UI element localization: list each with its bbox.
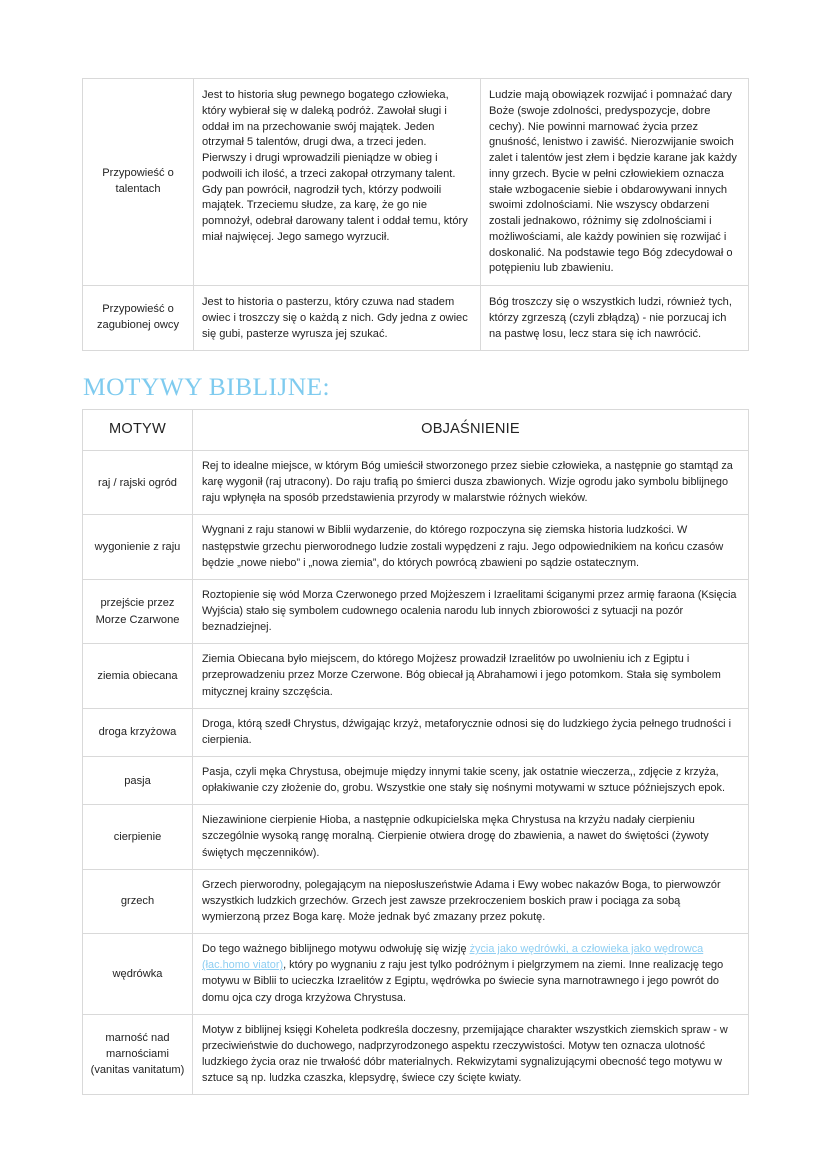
motif-explanation: Grzech pierworodny, polegającym na nieposłuszeństwie Adama i Ewy wobec nakazów Boga, to pierwowzór wszystkich ludzkich grzechów. Grzech jest zawsze przekroczeniem boskich praw i pociąga za sobą wymierzoną przez Boga karę. Może jednak być zmazany przez pokutę.	[193, 869, 749, 933]
motifs-table	[82, 409, 749, 1095]
table-row	[83, 869, 749, 933]
motif-name: marność nad marnościami (vanitas vanitatum)	[83, 1014, 193, 1095]
motif-name: cierpienie	[83, 805, 193, 869]
motif-name: wędrówka	[83, 934, 193, 1015]
motif-explanation	[193, 934, 749, 1015]
motif-explanation: Ziemia Obiecana było miejscem, do którego Mojżesz prowadził Izraelitów po uwolnieniu ich z Egiptu i przeprowadzeniu przez Morze Czerwone. Bóg obiecał ją Abrahamowi i jego potomkom. Stała się symbolem mitycznej krainy szczęścia.	[193, 644, 749, 708]
table-row	[83, 579, 749, 643]
motif-explanation: Motyw z biblijnej księgi Koheleta podkreśla doczesny, przemijające charakter wszystkich ziemskich spraw - w przeciwieństwie do duchowego, nadprzyrodzonego aspektu rzeczywistości. Motyw ten oznacza ulotność ludzkiego życia oraz nie trwałość dóbr materialnych. Rekwizytami sygnalizującymi obecność tego motywu w sztuce są np. ludzka czaszka, klepsydrę, świece czy ścięte kwiaty.	[193, 1014, 749, 1095]
table-row	[83, 708, 749, 756]
table-row	[83, 286, 749, 351]
motif-name: grzech	[83, 869, 193, 933]
column-header-motif: MOTYW	[83, 410, 193, 451]
column-header-explanation: OBJAŚNIENIE	[193, 410, 749, 451]
parables-table	[82, 78, 749, 351]
motif-explanation: Pasja, czyli męka Chrystusa, obejmuje między innymi takie sceny, jak ostatnie wieczerza,, zdjęcie z krzyża, opłakiwanie czy złożenie do, grobu. Wszystkie one stały się nośnymi motywami w sztuce późniejszych epok.	[193, 756, 749, 804]
motif-explanation: Niezawinione cierpienie Hioba, a następnie odkupicielska męka Chrystusa na krzyżu nadały cierpieniu szczególnie wysoką rangę moralną. Cierpienie otwiera drogę do zbawienia, a nawet do świętości (żywoty świętych męczenników).	[193, 805, 749, 869]
explanation-text-after: , który po wygnaniu z raju jest tylko podróżnym i pielgrzymem na ziemi. Inne realizację tego motywu w Biblii to ucieczka Izraelitów z Egiptu, wędrówka po świecie syna marnotrawnego i jego powrót do domu ojca czy droga krzyżowa Chrystusa.	[202, 959, 724, 1004]
table-row	[83, 644, 749, 708]
table-row	[83, 515, 749, 579]
table-row	[83, 1014, 749, 1095]
motif-name: droga krzyżowa	[83, 708, 193, 756]
motif-name: pasja	[83, 756, 193, 804]
motif-explanation: Roztopienie się wód Morza Czerwonego przed Mojżeszem i Izraelitami ściganymi przez armię faraona (Księcia Wyjścia) stało się symbolem cudownego ocalenia narodu lub innych zbiorowości z sytuacji na pozór beznadziejnej.	[193, 579, 749, 643]
page-title: MOTYWY BIBLIJNE:	[83, 372, 330, 402]
table-row	[83, 79, 749, 286]
motif-name: ziemia obiecana	[83, 644, 193, 708]
table-row	[83, 934, 749, 1015]
parable-story: Jest to historia sług pewnego bogatego człowieka, który wybierał się w daleką podróż. Zawołał sługi i oddał im na przechowanie swój majątek. Jeden otrzymał 5 talentów, drugi dwa, a trzeci jeden. Pierwszy i drugi wprowadzili pieniądze w obieg i podwoili ich ilość, a trzeci zakopał otrzymany talent. Gdy pan powrócił, nagrodził tych, którzy podwoili majątek. Trzeciemu słudze, za karę, że go nie pomnożył, odebrał darowany talent i oddał temu, który miał najwięcej. Jego samego wyrzucił.	[194, 79, 481, 286]
explanation-text-before: Do tego ważnego biblijnego motywu odwołuję się wizję	[202, 943, 470, 956]
motif-explanation: Rej to idealne miejsce, w którym Bóg umieścił stworzonego przez siebie człowieka, a następnie go stamtąd za karę wygonił (raj utracony). Do raju trafią po śmierci dusza zbawionych. Wizje ogrodu jako symbolu biblijnego raju wpłynęła na sposób przedstawienia przyrody w malarstwie różnych wieków.	[193, 451, 749, 515]
table-header-row	[83, 410, 749, 451]
table-row	[83, 451, 749, 515]
table-row	[83, 756, 749, 804]
motif-explanation: Wygnani z raju stanowi w Biblii wydarzenie, do którego rozpoczyna się ziemska historia ludzkości. W następstwie grzechu pierworodnego ludzie zostali wypędzeni z raju. Jego odpowiednikiem na końcu czasów będzie „nowe niebo” i „nowa ziemia”, do których powrócą zbawieni po sądzie ostatecznym.	[193, 515, 749, 579]
table-row	[83, 805, 749, 869]
parable-name: Przypowieść o talentach	[83, 79, 194, 286]
parable-name: Przypowieść o zagubionej owcy	[83, 286, 194, 351]
highlighted-phrase[interactable]: życia jako wędrówki, a człowieka jako wędrowca (łac.homo viator)	[202, 943, 704, 972]
parable-meaning: Ludzie mają obowiązek rozwijać i pomnażać dary Boże (swoje zdolności, predyspozycje, dobre cechy). Nie powinni marnować życia przez gnuśność, lenistwo i zawiść. Nierozwijanie swoich zalet i talentów jest złem i będzie karane jak każdy inny grzech. Bycie w pełni człowiekiem oznacza stałe wzbogacenie siebie i obdarowywani innych swoimi zdolnościami. Nie wszyscy obdarzeni zostali jednakowo, różnimy się zdolnościami i możliwościami, ale każdy powinien się rozwijać i doskonalić. Na podstawie tego Bóg zdecydował o potępieniu lub zbawieniu.	[481, 79, 749, 286]
motif-name: wygonienie z raju	[83, 515, 193, 579]
motif-name: przejście przez Morze Czarwone	[83, 579, 193, 643]
parable-story: Jest to historia o pasterzu, który czuwa nad stadem owiec i troszczy się o każdą z nich. Gdy jedna z owiec się gubi, pasterze wyrusza jej szukać.	[194, 286, 481, 351]
motif-name: raj / rajski ogród	[83, 451, 193, 515]
motif-explanation: Droga, którą szedł Chrystus, dźwigając krzyż, metaforycznie odnosi się do ludzkiego życia pełnego trudności i cierpienia.	[193, 708, 749, 756]
parable-meaning: Bóg troszczy się o wszystkich ludzi, również tych, którzy zgrzeszą (czyli zbłądzą) - nie porzucaj ich na pastwę losu, lecz stara się ich nawrócić.	[481, 286, 749, 351]
